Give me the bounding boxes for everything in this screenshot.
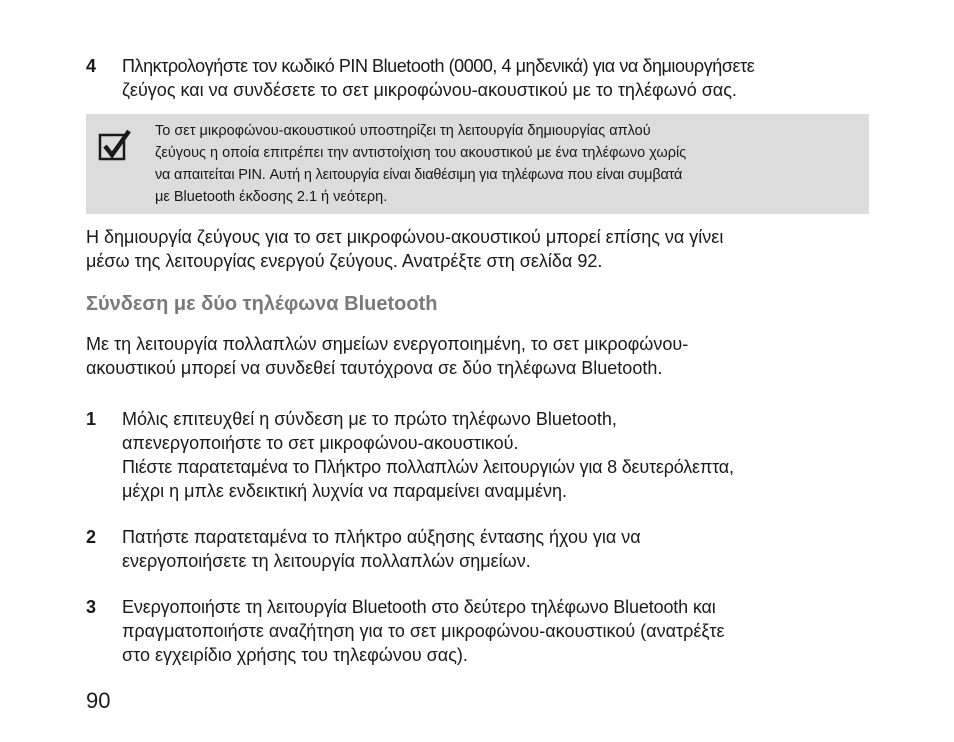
step-line: μέχρι η μπλε ενδεικτική λυχνία να παραμείνει αναμμένη. xyxy=(122,481,567,501)
pairing-paragraph xyxy=(86,225,886,273)
step-line: Πληκτρολογήστε τον κωδικό PIN Bluetooth (0000, 4 μηδενικά) για να δημιουργήσετε xyxy=(122,56,755,76)
note-line: να απαιτείται PIN. Αυτή η λειτουργία είναι διαθέσιμη για τηλέφωνα που είναι συμβατά xyxy=(155,167,683,183)
step-line: πραγματοποιήστε αναζήτηση για το σετ μικροφώνου-ακουστικού (ανατρέξτε xyxy=(122,621,725,641)
step-line: Μόλις επιτευχθεί η σύνδεση με το πρώτο τηλέφωνο Bluetooth, xyxy=(122,409,617,429)
step-line: στο εγχειρίδιο χρήσης του τηλεφώνου σας). xyxy=(122,645,468,665)
step-text xyxy=(122,54,886,102)
step-number: 4 xyxy=(86,56,97,76)
step-text xyxy=(122,525,886,573)
step-1 xyxy=(86,407,886,503)
step-line: ζεύγος και να συνδέσετε το σετ μικροφώνου-ακουστικού με το τηλέφωνό σας. xyxy=(122,80,737,100)
checkbox-checked-icon xyxy=(98,129,132,163)
step-line: Πιέστε παρατεταμένα το Πλήκτρο πολλαπλών λειτουργιών για 8 δευτερόλεπτα, xyxy=(122,457,734,477)
step-text xyxy=(122,595,886,667)
step-line: απενεργοποιήστε το σετ μικροφώνου-ακουστικού. xyxy=(122,433,519,453)
step-2 xyxy=(86,525,886,573)
note-box xyxy=(86,114,869,214)
note-line: ζεύγους η οποία επιτρέπει την αντιστοίχιση του ακουστικού με ένα τηλέφωνο χωρίς xyxy=(155,145,687,161)
step-line: ενεργοποιήσετε τη λειτουργία πολλαπλών σημείων. xyxy=(122,551,531,571)
page-number: 90 xyxy=(86,688,111,713)
paragraph-line: μέσω της λειτουργίας ενεργού ζεύγους. Ανατρέξτε στη σελίδα 92. xyxy=(86,251,603,271)
step-4 xyxy=(86,54,886,102)
section-title: Σύνδεση με δύο τηλέφωνα Bluetooth xyxy=(86,293,438,315)
step-3 xyxy=(86,595,886,667)
intro-paragraph xyxy=(86,332,886,380)
note-line: Το σετ μικροφώνου-ακουστικού υποστηρίζει τη λειτουργία δημιουργίας απλού xyxy=(155,123,651,139)
step-line: Πατήστε παρατεταμένα το πλήκτρο αύξησης έντασης ήχου για να xyxy=(122,527,641,547)
step-number: 1 xyxy=(86,409,97,429)
step-line: Ενεργοποιήστε τη λειτουργία Bluetooth στο δεύτερο τηλέφωνο Bluetooth και xyxy=(122,597,716,617)
step-number: 3 xyxy=(86,597,97,617)
step-text xyxy=(122,407,886,503)
paragraph-line: Η δημιουργία ζεύγους για το σετ μικροφώνου-ακουστικού μπορεί επίσης να γίνει xyxy=(86,227,724,247)
note-text xyxy=(155,120,855,208)
note-line: με Bluetooth έκδοσης 2.1 ή νεότερη. xyxy=(155,189,388,205)
paragraph-line: ακουστικού μπορεί να συνδεθεί ταυτόχρονα σε δύο τηλέφωνα Bluetooth. xyxy=(86,358,663,378)
step-number: 2 xyxy=(86,527,97,547)
paragraph-line: Με τη λειτουργία πολλαπλών σημείων ενεργοποιημένη, το σετ μικροφώνου- xyxy=(86,334,689,354)
